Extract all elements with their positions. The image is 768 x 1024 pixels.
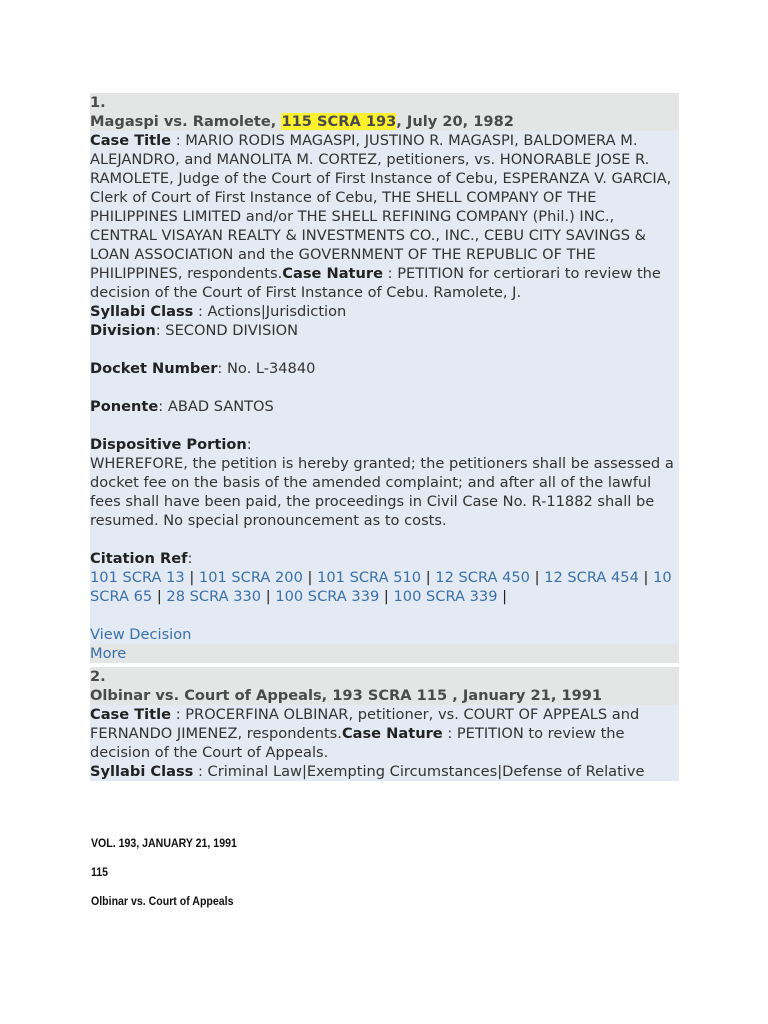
citation-ref-link[interactable]: 100 SCRA 339 bbox=[393, 588, 498, 605]
case-title-label: Case Title bbox=[90, 132, 172, 149]
citation-ref-colon: : bbox=[187, 550, 193, 567]
citation-separator: | bbox=[302, 569, 318, 586]
citation-ref-link[interactable]: 28 SCRA 330 bbox=[166, 588, 262, 605]
view-decision-link[interactable]: View Decision bbox=[90, 626, 192, 643]
citation-ref-link[interactable]: 101 SCRA 200 bbox=[198, 569, 303, 586]
syllabi-label: Syllabi Class bbox=[90, 763, 194, 780]
division-label: Division bbox=[90, 322, 156, 339]
citation-ref-heading bbox=[90, 549, 679, 568]
result-body bbox=[90, 131, 679, 644]
citation-separator: | bbox=[529, 569, 545, 586]
case-title-label: Case Title bbox=[90, 706, 172, 723]
citation-separator: | bbox=[379, 588, 394, 605]
search-result-1 bbox=[89, 93, 680, 663]
citation-ref-label: Citation Ref bbox=[90, 550, 188, 567]
ponente bbox=[90, 397, 679, 416]
citation-ref-link[interactable]: 10 SCRA 65 bbox=[90, 569, 672, 605]
citation-ref-link[interactable]: 100 SCRA 339 bbox=[275, 588, 380, 605]
docket-label: Docket Number bbox=[90, 360, 218, 377]
division-value: : SECOND DIVISION bbox=[155, 322, 299, 339]
citation-ref-link[interactable]: 101 SCRA 510 bbox=[317, 569, 422, 586]
citation-separator: | bbox=[497, 588, 508, 605]
citation-separator: | bbox=[638, 569, 654, 586]
citation-separator: | bbox=[184, 569, 199, 586]
case-title-value: : MARIO RODIS MAGASPI, JUSTINO R. MAGASPI, BALDOMERA M. ALEJANDRO, and MANOLITA M. CORTEZ, petitioners, vs. HONORABLE JOSE R. RAMOLETE, Judge of the Court of First Instance of Cebu, ESPERANZA V. GARCIA, Clerk of Court of First Instance of Cebu, THE SHELL COMPANY OF THE PHILIPPINES LIMITED and/or THE SHELL REFINING COMPANY (Phil.) INC., CENTRAL VISAYAN REALTY & INVESTMENTS CO., INC., CEBU CITY SAVINGS & LOAN ASSOCIATION and the GOVERNMENT OF THE REPUBLIC OF THE PHILIPPINES, respondents. bbox=[90, 132, 672, 282]
highlighted-citation: 115 SCRA 193 bbox=[281, 113, 397, 130]
docket-number bbox=[90, 359, 679, 378]
title-suffix: , July 20, 1982 bbox=[396, 113, 514, 130]
case-nature-label: Case Nature bbox=[282, 265, 384, 282]
dispositive-label: Dispositive Portion bbox=[90, 436, 247, 453]
syllabi-class bbox=[90, 302, 679, 321]
docket-value: : No. L-34840 bbox=[217, 360, 316, 377]
title-prefix: Magaspi vs. Ramolete, bbox=[90, 113, 277, 130]
ponente-label: Ponente bbox=[90, 398, 159, 415]
dispositive-heading bbox=[90, 435, 679, 454]
citation-ref-link[interactable]: 101 SCRA 13 bbox=[90, 569, 185, 586]
result-title[interactable]: Olbinar vs. Court of Appeals, 193 SCRA 115 , January 21, 1991 bbox=[90, 687, 603, 704]
spacer bbox=[90, 530, 679, 549]
spacer bbox=[90, 378, 679, 397]
citation-ref-link[interactable]: 12 SCRA 450 bbox=[435, 569, 530, 586]
result-number: 1. bbox=[90, 94, 106, 111]
citation-separator: | bbox=[421, 569, 436, 586]
page-case-title: Olbinar vs. Court of Appeals bbox=[91, 896, 234, 908]
case-title-value: : PROCERFINA OLBINAR, petitioner, vs. COURT OF APPEALS and FERNANDO JIMENEZ, respondents. bbox=[90, 706, 640, 742]
search-result-2 bbox=[89, 667, 680, 781]
result-number: 2. bbox=[90, 668, 106, 685]
result-body bbox=[90, 705, 679, 781]
dispositive-colon: : bbox=[246, 436, 252, 453]
citation-ref-list bbox=[90, 568, 679, 606]
spacer bbox=[90, 606, 679, 625]
division bbox=[90, 321, 679, 340]
dispositive-text: WHEREFORE, the petition is hereby granted; the petitioners shall be assessed a docket fee on the basis of the amended complaint; and after all of the lawful fees shall have been paid, the proceedings in Civil Case No. R-11882 shall be resumed. No special pronouncement as to costs. bbox=[90, 455, 674, 529]
citation-separator: | bbox=[152, 588, 167, 605]
case-title-block bbox=[90, 131, 679, 302]
syllabi-value: : Criminal Law|Exempting Circumstances|Defense of Relative bbox=[193, 763, 645, 780]
citation-ref-link[interactable]: 12 SCRA 454 bbox=[544, 569, 639, 586]
ponente-value: : ABAD SANTOS bbox=[158, 398, 274, 415]
page-number: 115 bbox=[91, 867, 109, 879]
case-title-block bbox=[90, 705, 679, 762]
syllabi-class bbox=[90, 762, 679, 781]
case-nature-value: : PETITION to review the decision of the Court of Appeals. bbox=[90, 725, 625, 761]
case-nature-value: : PETITION for certiorari to review the decision of the Court of First Instance of Cebu. Ramolete, J. bbox=[90, 265, 661, 301]
citation-separator: | bbox=[261, 588, 276, 605]
syllabi-value: : Actions|Jurisdiction bbox=[193, 303, 347, 320]
syllabi-label: Syllabi Class bbox=[90, 303, 194, 320]
more-link[interactable]: More bbox=[90, 645, 127, 662]
more-bar bbox=[90, 644, 679, 663]
page-header-volume: VOL. 193, JANUARY 21, 1991 bbox=[91, 838, 237, 850]
case-nature-label: Case Nature bbox=[341, 725, 443, 742]
result-header bbox=[90, 667, 679, 705]
spacer bbox=[90, 340, 679, 359]
spacer bbox=[90, 416, 679, 435]
result-title[interactable] bbox=[90, 112, 679, 131]
result-header bbox=[90, 93, 679, 131]
